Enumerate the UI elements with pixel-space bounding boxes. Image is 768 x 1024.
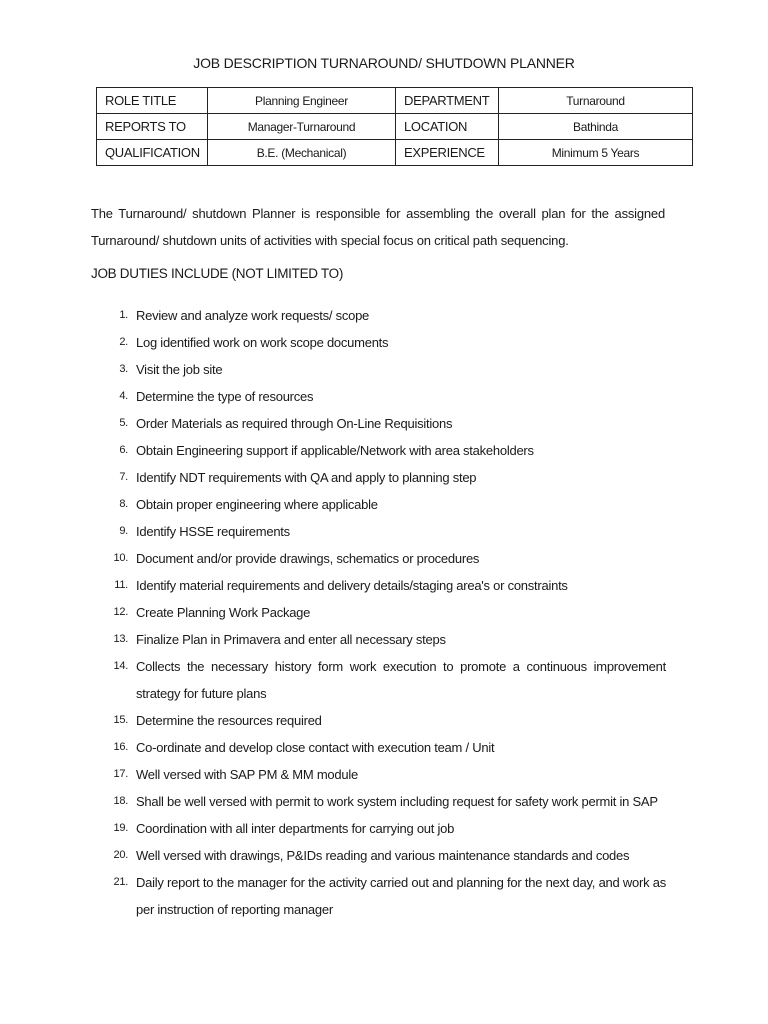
list-item-text: Obtain Engineering support if applicable/Network with area stakeholders <box>136 443 534 458</box>
list-item-text: Determine the resources required <box>136 713 322 728</box>
list-item-text: Coordination with all inter departments for carrying out job <box>136 821 455 836</box>
list-item-number: 20. <box>113 849 128 861</box>
reports-to-label: REPORTS TO <box>97 114 208 140</box>
list-item <box>0 815 666 842</box>
list-item-text: Order Materials as required through On-Line Requisitions <box>136 416 453 431</box>
list-item-text: Co-ordinate and develop close contact with execution team / Unit <box>136 740 495 755</box>
table-row <box>97 114 693 140</box>
list-item-text: Well versed with drawings, P&IDs reading and various maintenance standards and codes <box>136 848 630 863</box>
list-item <box>0 545 666 572</box>
list-item <box>0 302 666 329</box>
reports-to-value: Manager-Turnaround <box>208 114 396 140</box>
list-item <box>0 626 666 653</box>
experience-value: Minimum 5 Years <box>499 140 693 166</box>
list-item-number: 17. <box>113 768 128 780</box>
department-value: Turnaround <box>499 88 693 114</box>
list-item <box>0 356 666 383</box>
list-item-text: Collects the necessary history form work execution to promote a continuous improvement strategy for future plans <box>136 659 666 701</box>
table-row <box>97 140 693 166</box>
list-item-number: 16. <box>113 741 128 753</box>
list-item-text: Identify HSSE requirements <box>136 524 290 539</box>
list-item <box>0 788 666 815</box>
list-item-number: 18. <box>113 795 128 807</box>
list-item-text: Review and analyze work requests/ scope <box>136 308 370 323</box>
list-item-number: 6. <box>119 444 128 456</box>
list-item-text: Visit the job site <box>136 362 223 377</box>
qualification-value: B.E. (Mechanical) <box>208 140 396 166</box>
list-item-number: 14. <box>113 660 128 672</box>
list-item-number: 8. <box>119 498 128 510</box>
list-item-number: 4. <box>119 390 128 402</box>
list-item-number: 7. <box>119 471 128 483</box>
duties-list <box>0 302 768 923</box>
list-item-number: 21. <box>113 876 128 888</box>
list-item-number: 1. <box>119 309 128 321</box>
experience-label: EXPERIENCE <box>396 140 499 166</box>
role-title-label: ROLE TITLE <box>97 88 208 114</box>
list-item <box>0 518 666 545</box>
list-item-text: Well versed with SAP PM & MM module <box>136 767 358 782</box>
list-item-text: Create Planning Work Package <box>136 605 311 620</box>
list-item-number: 10. <box>113 552 128 564</box>
list-item-text: Obtain proper engineering where applicable <box>136 497 378 512</box>
list-item-number: 3. <box>119 363 128 375</box>
list-item-text: Daily report to the manager for the activity carried out and planning for the next day, and work as per instruction of reporting manager <box>136 875 666 917</box>
list-item-number: 15. <box>113 714 128 726</box>
location-value: Bathinda <box>499 114 693 140</box>
list-item <box>0 653 666 707</box>
list-item-text: Log identified work on work scope documents <box>136 335 389 350</box>
list-item <box>0 761 666 788</box>
list-item-number: 19. <box>113 822 128 834</box>
list-item <box>0 707 666 734</box>
table-row <box>97 88 693 114</box>
list-item-text: Identify NDT requirements with QA and apply to planning step <box>136 470 477 485</box>
department-label: DEPARTMENT <box>396 88 499 114</box>
list-item-text: Finalize Plan in Primavera and enter all necessary steps <box>136 632 446 647</box>
list-item-number: 11. <box>114 579 128 591</box>
list-item <box>0 491 666 518</box>
list-item <box>0 383 666 410</box>
list-item-number: 2. <box>119 336 128 348</box>
list-item-number: 13. <box>113 633 128 645</box>
list-item <box>0 842 666 869</box>
qualification-label: QUALIFICATION <box>97 140 208 166</box>
list-item <box>0 869 666 923</box>
list-item <box>0 734 666 761</box>
document-title: JOB DESCRIPTION TURNAROUND/ SHUTDOWN PLANNER <box>193 55 575 71</box>
list-item <box>0 599 666 626</box>
list-item <box>0 410 666 437</box>
list-item <box>0 329 666 356</box>
list-item-text: Shall be well versed with permit to work system including request for safety work permit in SAP <box>136 794 658 809</box>
list-item-text: Document and/or provide drawings, schematics or procedures <box>136 551 480 566</box>
job-info-table <box>96 87 693 166</box>
list-item <box>0 464 666 491</box>
duties-heading: JOB DUTIES INCLUDE (NOT LIMITED TO) <box>91 266 344 281</box>
list-item-number: 12. <box>113 606 128 618</box>
list-item-text: Identify material requirements and delivery details/staging area's or constraints <box>136 578 568 593</box>
list-item <box>0 572 666 599</box>
list-item <box>0 437 666 464</box>
list-item-text: Determine the type of resources <box>136 389 314 404</box>
role-title-value: Planning Engineer <box>208 88 396 114</box>
intro-paragraph: The Turnaround/ shutdown Planner is responsible for assembling the overall plan for the assigned Turnaround/ shutdown units of activities with special focus on critical path sequencing. <box>91 206 665 248</box>
list-item-number: 9. <box>119 525 128 537</box>
list-item-number: 5. <box>119 417 128 429</box>
location-label: LOCATION <box>396 114 499 140</box>
